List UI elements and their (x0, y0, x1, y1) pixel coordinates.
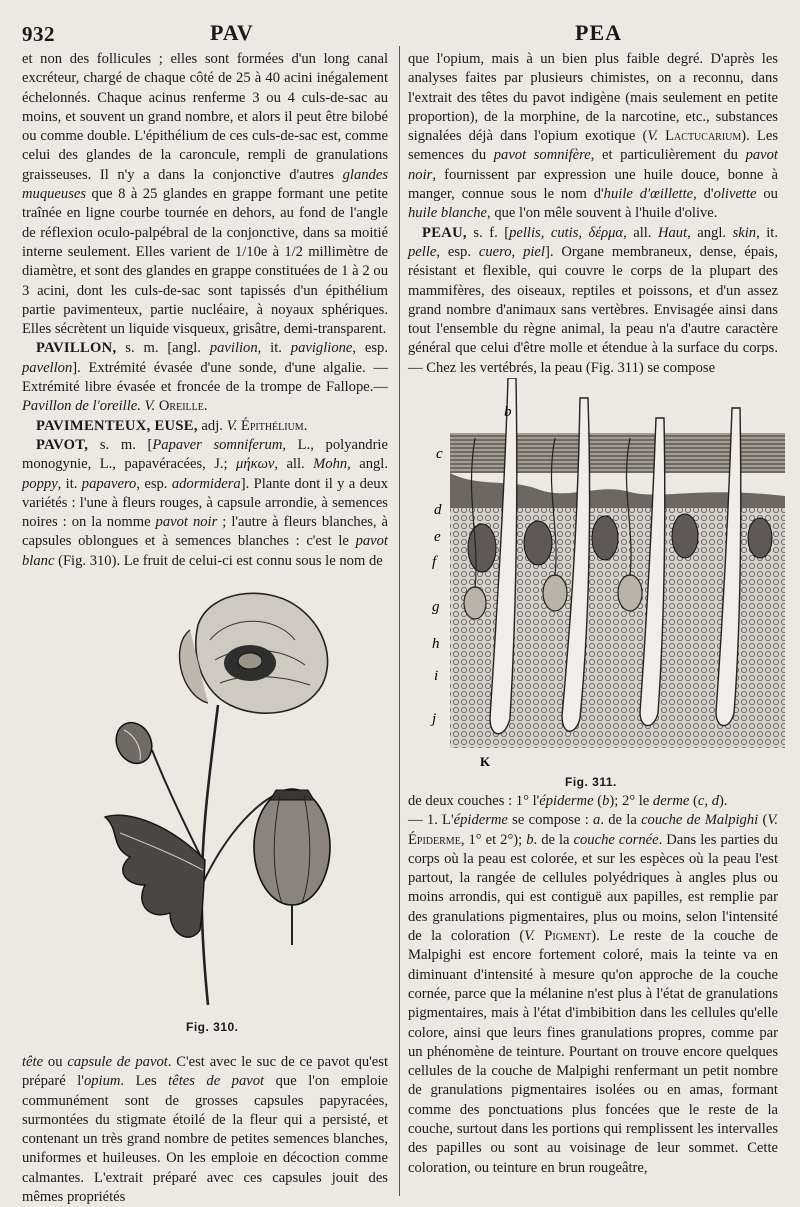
sweat-gland-2 (543, 575, 567, 611)
label-k: K (480, 754, 491, 769)
entry-pavot: PAVOT, s. m. [Papaver somniferum, L., polyandrie monogynie, L., papavéracées, J.; μήκων, all. Mohn, angl. poppy, it. papavero, esp. adormidera]. Plante dont il y a deux variétés : l'une à fleurs rouges, à capsule arrondie, à semences noires : on la nomme pavot noir ; l'autre à fleurs blanches, à capsules oblongues et à semences blanches : c'est le pavot blanc (Fig. 310). Le fruit de celui-ci est connu sous le nom de (22, 436, 389, 569)
sweat-gland-1 (464, 587, 486, 619)
entry-pavimenteux: PAVIMENTEUX, EUSE, adj. V. Épithélium. (36, 417, 308, 434)
right-column-top (408, 50, 778, 378)
left-column-top (22, 50, 388, 571)
headword-pavimenteux: PAVIMENTEUX, EUSE, (36, 417, 198, 434)
label-d: d (434, 502, 442, 518)
paragraph-conjunctiva-glands: et non des follicules ; elles sont formées d'un long canal excréteur, chargé de chaque côté de 25 à 40 acini inégalement échelonnés. Chaque acinus renferme 3 ou 4 culs-de-sac au moins, et souvent un grand nombre, et alors il peut être bilobé ou comme double. L'épithélium de ces culs-de-sac est, comme celui des glandes de la caroncule, rempli de granulations graisseuses. Il n'y a dans la conjonctive d'autres glandes muqueuses que 8 à 25 glandes en grappe formant une petite traînée en ligne courbe tournée en dehors, au fond de l'angle de réflexion oculo-palpébral de la conjonctive, dans sa moitié interne seulement. Elles varient de 1/10e à 1/2 millimètre de diamètre, et sont des glandes en grappe constituées de 1 à 2 ou 3 acini, dont les culs-de-sac sont tapissés d'un épithélium partie pavimenteux, partie nucléaire, à noyaux sphériques. Elles sécrètent un liquide visqueux, grisâtre, demi-transparent. (22, 51, 388, 338)
right-column-bottom (408, 792, 778, 1178)
figure-310-caption: Fig. 310. (186, 1020, 239, 1034)
left-column-bottom (22, 1053, 388, 1207)
headword-pavillon: PAVILLON, (36, 340, 117, 357)
sebaceous-gland-1 (468, 524, 496, 572)
column-divider (399, 46, 400, 1196)
sebaceous-gland-4 (672, 514, 698, 558)
poppy-capsule-icon (254, 789, 330, 945)
paragraph-opium: que l'opium, mais à un bien plus faible degré. D'après les analyses faites par plusieurs chimistes, on a reconnu, dans l'extrait des têtes du pavot indigène (mais seulement en petite proportion), de la morphine, de la narcotine, etc., substances signalées déjà dans l'opium exotique (V. Lactucarium). Les semences du pavot somnifère, et particulièrement du pavot noir, fournissent par expression une huile douce, bonne à manger, connue sous le nom d'huile d'œillette, d'olivette ou huile blanche, que l'on mêle souvent à l'huile d'olive. (408, 51, 778, 222)
sebaceous-gland-2 (524, 521, 552, 565)
running-head-left: PAV (210, 20, 254, 45)
figure-311-caption: Fig. 311. (565, 775, 617, 789)
headword-peau: PEAU, (422, 224, 467, 241)
running-head-right: PEA (575, 20, 622, 45)
label-g: g (432, 599, 440, 615)
entry-pavillon: PAVILLON, s. m. [angl. pavilion, it. paviglione, esp. pavellon]. Extrémité évasée d'une sonde, d'une algalie. — Extrémité libre évasée et froncée de la trompe de Fallope.—Pavillon de l'oreille. V. Oreille. (22, 340, 388, 415)
label-i: i (434, 668, 439, 684)
label-b: b (504, 404, 512, 420)
label-h: h (432, 636, 440, 652)
label-c: c (436, 446, 443, 462)
paragraph-two-layers: de deux couches : 1° l'épiderme (b); 2° le derme (c, d). (408, 793, 728, 809)
page-header (0, 20, 800, 50)
sweat-gland-3 (618, 575, 642, 611)
entry-peau: PEAU, s. f. [pellis, cutis, δέρμα, all. Haut, angl. skin, it. pelle, esp. cuero, piel]. Organe membraneux, dense, épais, résistant et flexible, qui couvre le corps de la plupart des mammifères, des oiseaux, reptiles et poissons, et d'un assez grand nombre d'animaux sans vertèbres. Envisagée ainsi dans tout l'ensemble du règne animal, la peau n'a d'autre caractère général que celui d'être molle et étendue à la surface du corps. — Chez les vertébrés, la peau (Fig. 311) se compose (408, 224, 778, 376)
page-number: 932 (22, 22, 55, 46)
skin-section-illustration (420, 378, 785, 776)
poppy-bud-icon (110, 717, 159, 769)
sebaceous-gland-5 (748, 518, 772, 558)
poppy-illustration (90, 585, 350, 1010)
paragraph-pavot-continued: tête ou capsule de pavot. C'est avec le suc de ce pavot qu'est préparé l'opium. Les têtes de pavot que l'on emploie communément sont de grosses capsules papyracées, surmontées du stigmate étoilé de la fleur qui a persisté, et contenant un très grand nombre de petites semences blanches, uniformes et huileuses. On les emploie en décoction comme calmantes. L'extrait préparé avec ces capsules jouit des mêmes propriétés (22, 1054, 388, 1206)
sebaceous-gland-3 (592, 516, 618, 560)
label-e: e (434, 529, 441, 545)
label-f: f (432, 554, 437, 570)
poppy-flower-icon (180, 593, 328, 713)
headword-pavot: PAVOT, (36, 436, 89, 453)
label-j: j (432, 711, 437, 727)
paragraph-epidermis: — 1. L'épiderme se compose : a. de la couche de Malpighi (V. Épiderme, 1° et 2°); b. de la couche cornée. Dans les parties du corps où la peau est colorée, et sur les espèces où la peau l'est partout, la rangée de cellules polyédriques à angles plus ou moins arrondis, qui est contiguë aux papilles, est remplie par des granulations pigmentaires, plus ou moins, selon l'intensité de la coloration (V. Pigment). Le reste de la couche de Malpighi est encore fortement coloré, mais la teinte va en diminuant d'intensité à mesure qu'on approche de la couche cornée, parce que la mélanine n'est plus à l'état de granulations pigmentaires, mais à l'état d'imbibition dans les cellules qu'elle colore, ainsi que leurs fines granulations propres, comme par un phénomène de teinture. Pourtant on trouve encore quelques cellules de la couche de Malpighi renfermant un petit nombre de granulations pigmentaires isolées ou en amas, formant comme des ponctuations plus foncées que le reste de la couche, surtout dans les portions qui remplissent les intervalles des papilles ou sont au voisinage de leur sommet. Cette coloration, ou teinture en brun rougeâtre, (408, 812, 779, 1176)
